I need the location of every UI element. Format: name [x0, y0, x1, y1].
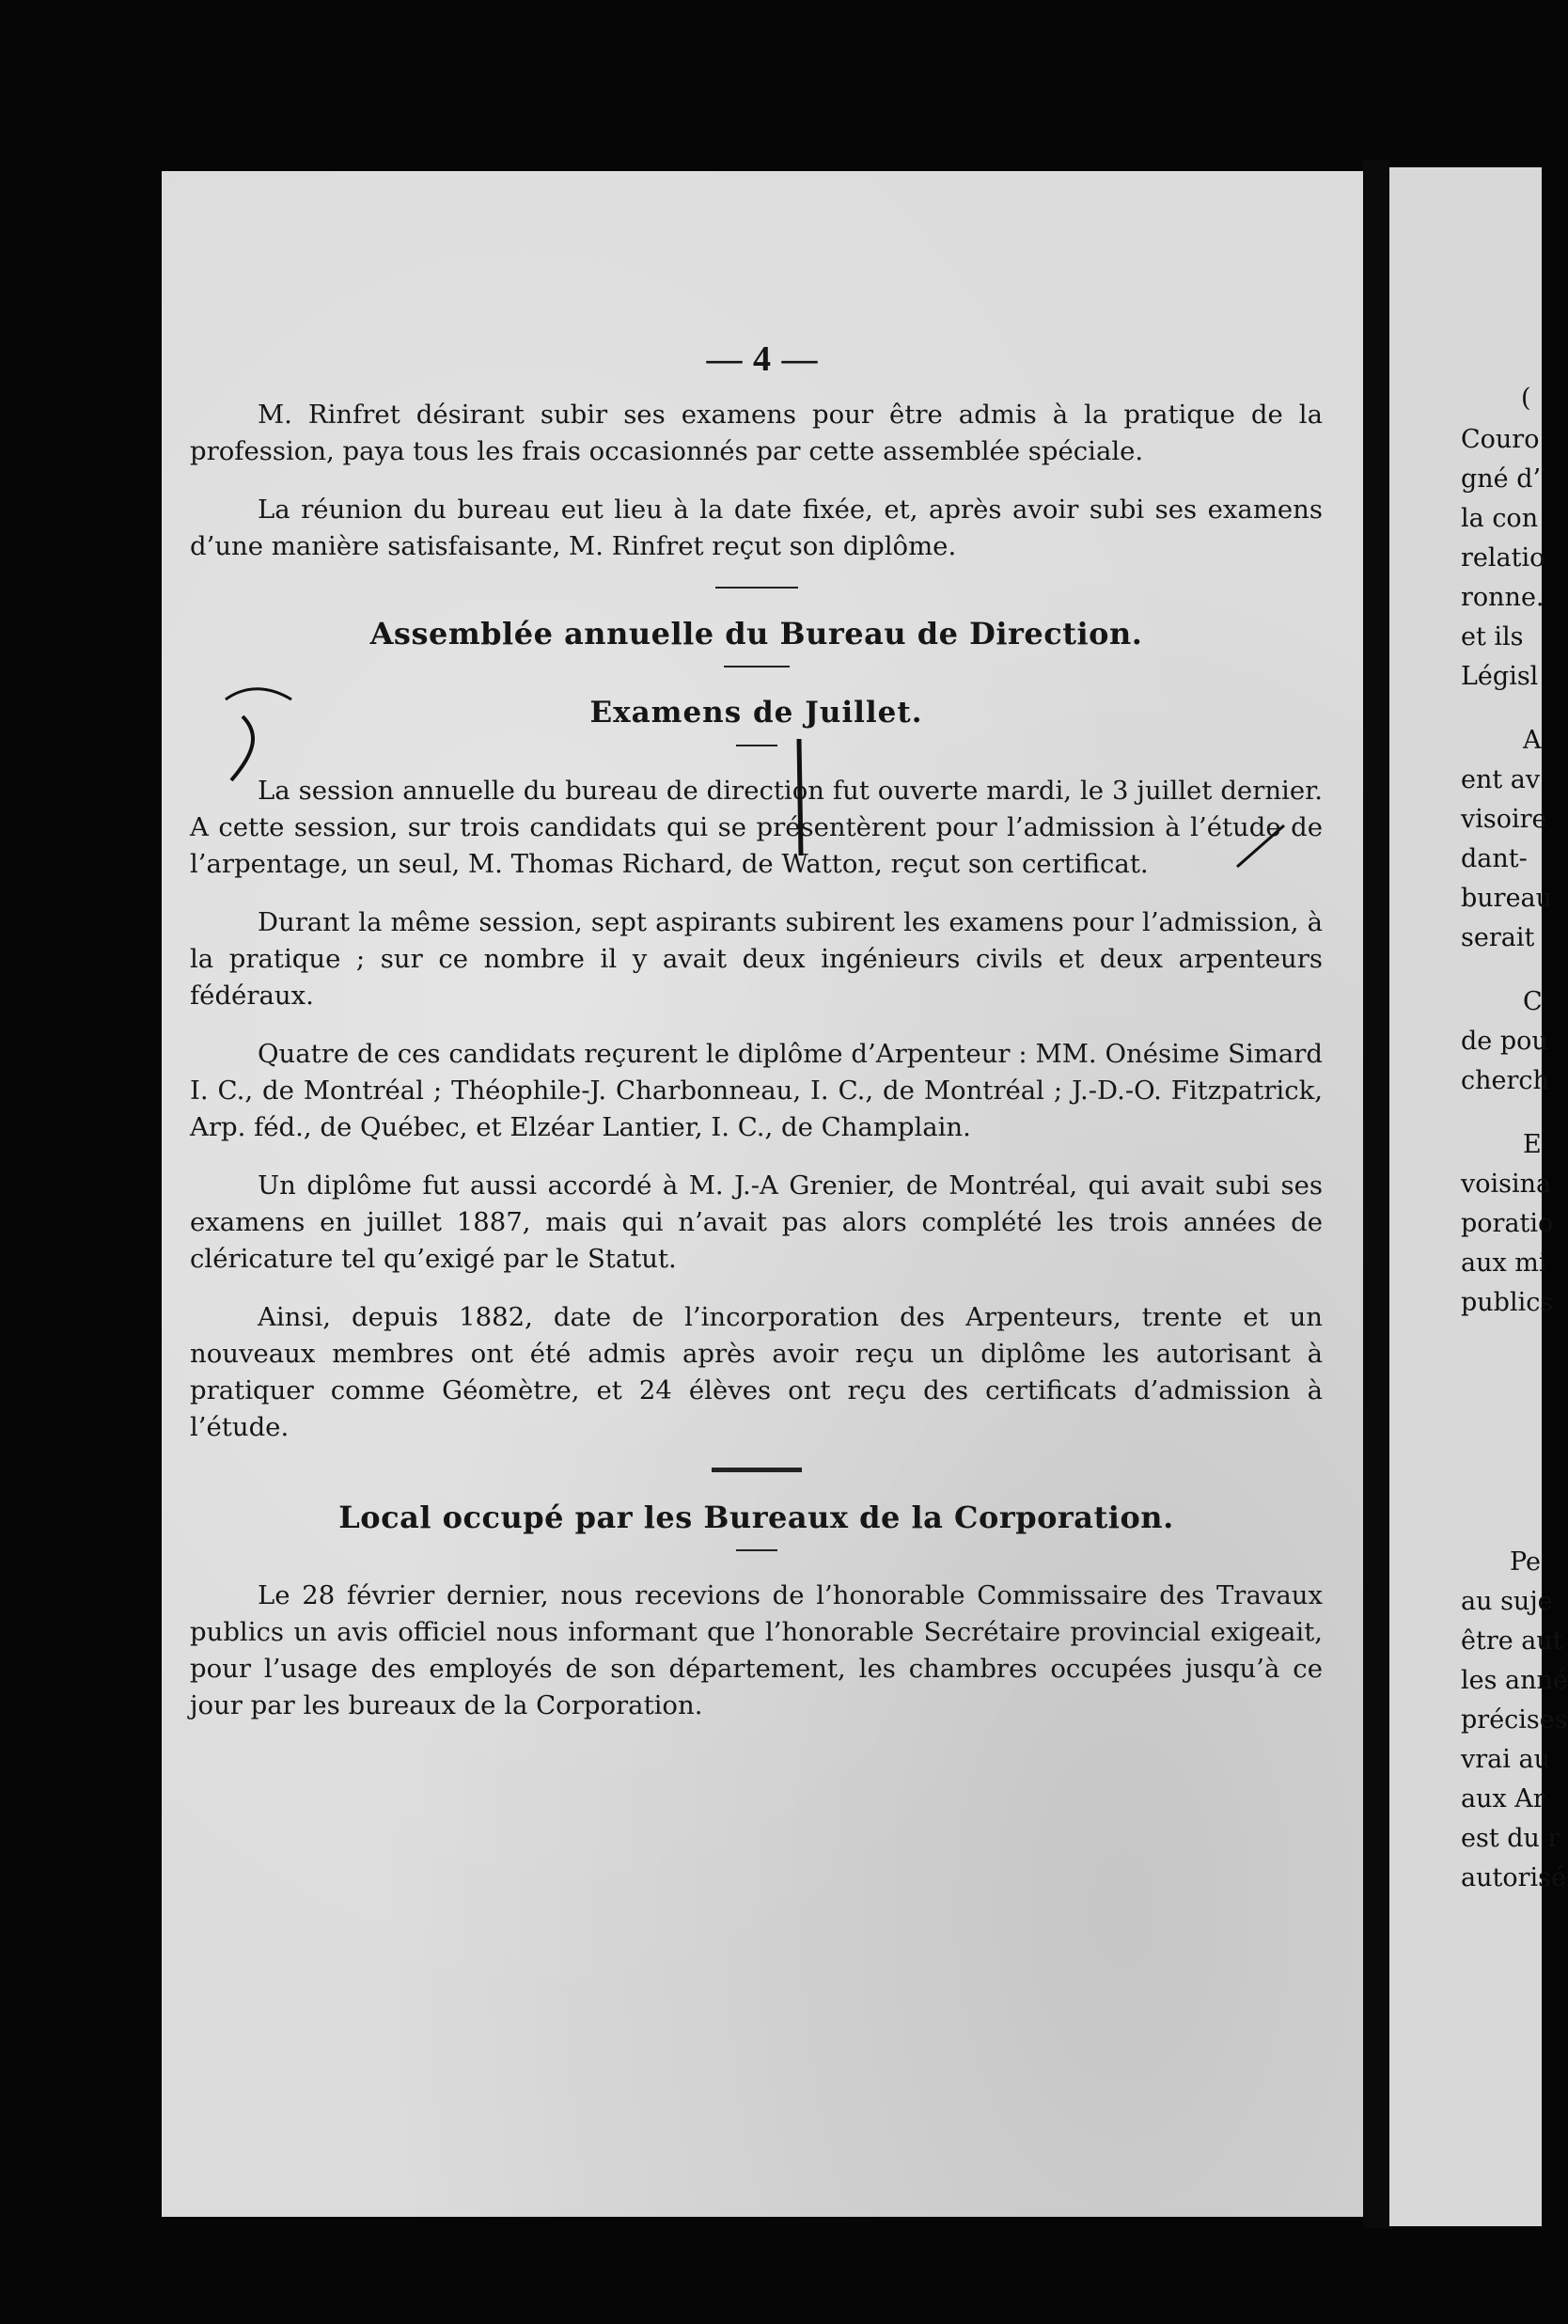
right-fragment-line: E — [1523, 1130, 1542, 1159]
right-fragment-line: Pe — [1510, 1547, 1541, 1577]
right-fragment-line: poratio — [1461, 1209, 1554, 1238]
right-fragment-line: ronne. — [1461, 583, 1544, 612]
subheading-examens: Examens de Juillet. — [589, 696, 923, 730]
page-number: — 4 — — [706, 339, 819, 379]
right-fragment-line: dant- — [1461, 844, 1528, 873]
session-paragraph: La session annuelle du bureau de direction fut ouverte mardi, le 3 juillet dernier. A cette session, sur trois candidats qui se présentèrent pour l’admission à l’étude de l’arpentage, un seul, M. Thomas Richard, de Watton, reçut son certificat. — [190, 776, 1323, 879]
heading-divider-2 — [736, 1549, 777, 1551]
section-heading-assemblee: Assemblée annuelle du Bureau de Direction. — [369, 616, 1143, 652]
right-fragment-line: aux Ar — [1461, 1784, 1545, 1814]
intro-paragraph-2: La réunion du bureau eut lieu à la date fixée, et, après avoir subi ses examens d’une manière satisfaisante, M. Rinfret reçut son diplôme. — [190, 495, 1323, 561]
diplomes-paragraph: Quatre de ces candidats reçurent le diplôme d’Arpenteur : MM. Onésime Simard I. C., de Montréal ; Théophile-J. Charbonneau, I. C., de Montréal ; J.-D.-O. Fitzpatrick, Arp. féd., de Québec, et Elzéar Lantier, I. C., de Champlain. — [190, 1039, 1323, 1142]
page-gutter — [1363, 160, 1389, 2228]
right-fragment-line: C — [1523, 987, 1543, 1016]
section-divider-thick — [712, 1468, 802, 1472]
heading-divider — [724, 666, 790, 667]
right-fragment-line: bureau — [1461, 884, 1553, 913]
section-heading-local: Local occupé par les Bureaux de la Corporation. — [338, 1500, 1174, 1535]
section-divider — [715, 587, 798, 589]
intro-paragraph-1: M. Rinfret désirant subir ses examens pour être admis à la pratique de la profession, paya tous les frais occasionnés par cette assemblée spéciale. — [190, 400, 1323, 466]
right-fragment-line: relatio — [1461, 543, 1545, 573]
page-content — [190, 397, 1323, 1746]
incorporation-paragraph: Ainsi, depuis 1882, date de l’incorporation des Arpenteurs, trente et un nouveaux membres ont été admis après avoir reçu un diplôme les autorisant à pratiquer comme Géomètre, et 24 élèves ont reçu des certificats d’admission à l’étude. — [190, 1302, 1323, 1442]
right-fragment-line: être aut — [1461, 1626, 1563, 1656]
right-fragment-line: Couro — [1461, 425, 1540, 454]
right-fragment-line: visoire — [1461, 805, 1547, 834]
aspirants-paragraph: Durant la même session, sept aspirants subirent les examens pour l’admission, à la pratique ; sur ce nombre il y avait deux ingénieurs civils et deux arpenteurs fédéraux. — [190, 907, 1323, 1011]
subheading-divider — [736, 745, 777, 746]
right-fragment-line: ent av — [1461, 765, 1541, 794]
right-fragment-line: cherch — [1461, 1066, 1549, 1095]
right-fragment-line: Législ — [1461, 662, 1539, 691]
right-fragment-line: vrai au — [1461, 1745, 1550, 1774]
right-fragment-line: voisina — [1461, 1170, 1552, 1199]
grenier-paragraph: Un diplôme fut aussi accordé à M. J.-A Grenier, de Montréal, qui avait subi ses examens en juillet 1887, mais qui n’avait pas alors complété les trois années de cléricature tel qu’exigé par le Statut. — [190, 1170, 1323, 1274]
right-fragment-line: autorisé — [1461, 1863, 1566, 1892]
right-fragment-line: au suje — [1461, 1587, 1553, 1616]
right-fragment-line: de pou — [1461, 1027, 1548, 1056]
right-fragment-line: précises — [1461, 1705, 1568, 1735]
right-fragment-line: aux mi — [1461, 1248, 1547, 1278]
right-fragment-line: ( — [1521, 384, 1531, 413]
right-fragment-line: est du r — [1461, 1824, 1560, 1853]
right-fragment-line: serait — [1461, 923, 1535, 952]
right-fragment-line: A — [1523, 726, 1542, 755]
right-fragment-line: gné d’ — [1461, 464, 1542, 494]
local-paragraph: Le 28 février dernier, nous recevions de l’honorable Commissaire des Travaux publics un avis officiel nous informant que l’honorable Secrétaire provincial exigeait, pour l’usage des employés de son département, les chambres occupées jusqu’à ce jour par les bureaux de la Corporation. — [190, 1580, 1323, 1720]
document-page — [162, 171, 1363, 2217]
adjacent-page-fragment — [1389, 167, 1568, 2226]
right-fragment-line: et ils — [1461, 622, 1524, 652]
right-fragment-line: les anné — [1461, 1666, 1568, 1695]
right-fragment-line: publics — [1461, 1288, 1554, 1317]
right-fragment-line: la con — [1461, 504, 1539, 533]
